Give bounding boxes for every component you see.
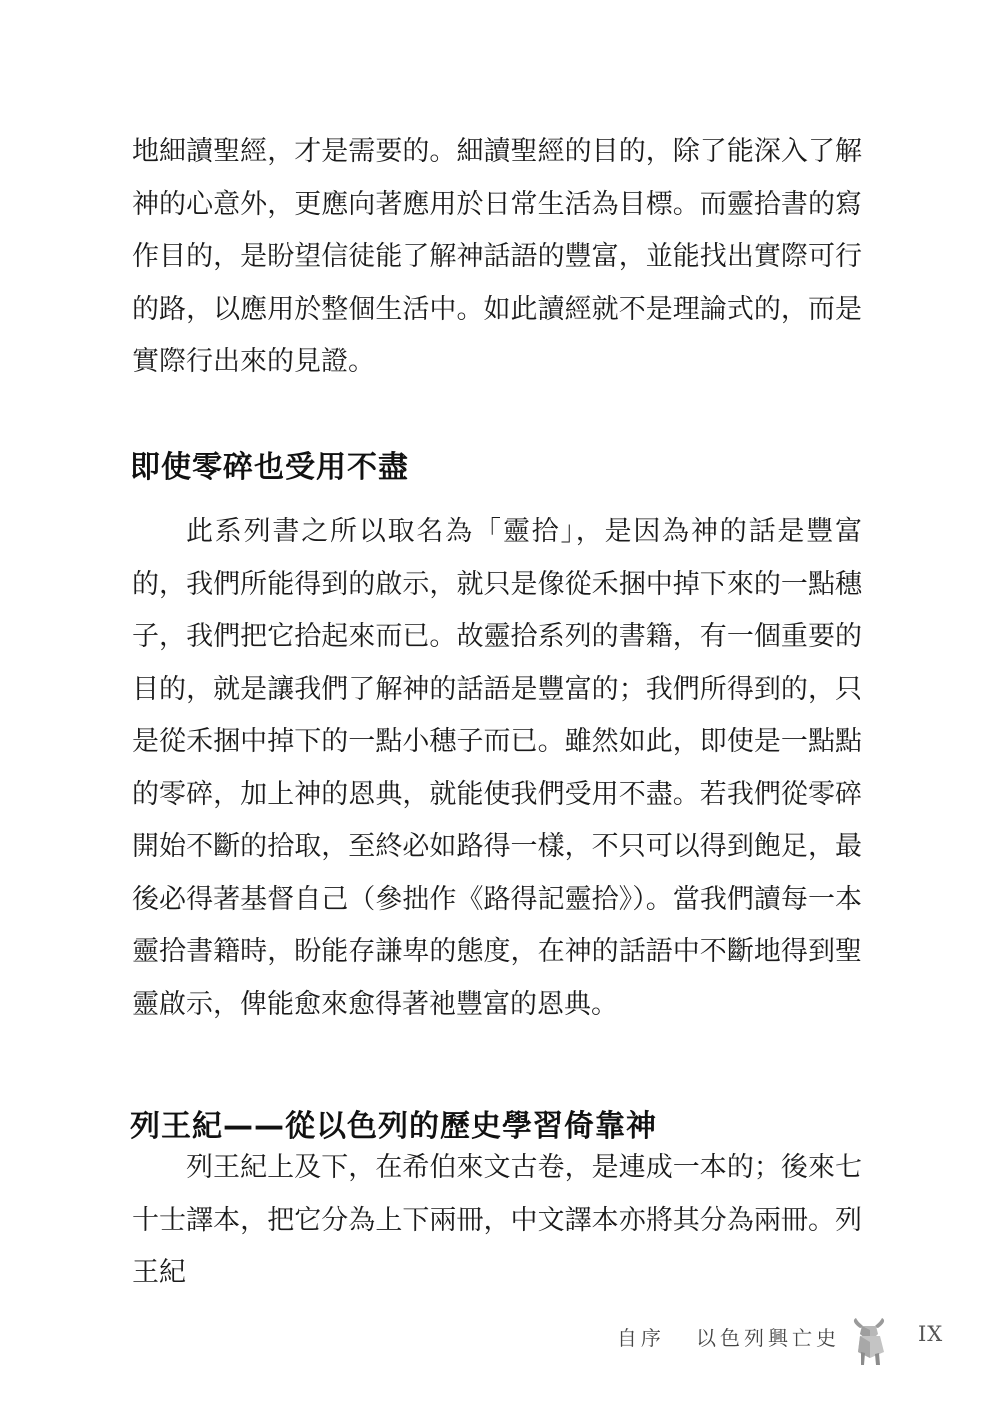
running-footer: [617, 1322, 840, 1351]
body-paragraph: 列王紀上及下，在希伯來文古卷，是連成一本的；後來七十士譯本，把它分為上下兩冊，中文譯本亦將其分為兩冊。列王紀: [132, 1152, 862, 1288]
body-paragraph: 地細讀聖經，才是需要的。細讀聖經的目的，除了能深入了解神的心意外，更應向著應用於日常生活為目標。而靈拾書的寫作目的，是盼望信徒能了解神話語的豐富，並能找出實際可行的路，以應用於整個生活中。如此讀經就不是理論式的，而是實際行出來的見證。: [132, 136, 862, 377]
page-number: IX: [918, 1322, 944, 1346]
goat-emblem-icon: [848, 1318, 892, 1366]
footer-section-label: 自序: [616, 1326, 665, 1350]
section-heading: 即使零碎也受用不盡: [130, 450, 409, 485]
section-heading: 列王紀——從以色列的歷史學習倚靠神: [130, 1109, 657, 1144]
page-footer: [0, 1318, 1000, 1368]
body-paragraph: 此系列書之所以取名為「靈拾」，是因為神的話是豐富的，我們所能得到的啟示，就只是像從禾捆中掉下來的一點穗子，我們把它拾起來而已。故靈拾系列的書籍，有一個重要的目的，就是讓我們了解神的話語是豐富的；我們所得到的，只是從禾捆中掉下的一點小穗子而已。雖然如此，即使是一點點的零碎，加上神的恩典，就能使我們受用不盡。若我們從零碎開始不斷的拾取，至終必如路得一樣，不只可以得到飽足，最後必得著基督自己（參拙作《路得記靈拾》）。當我們讀每一本靈拾書籍時，盼能存謙卑的態度，在神的話語中不斷地得到聖靈啟示，俾能愈來愈得著祂豐富的恩典。: [132, 516, 862, 1020]
footer-book-title: 以色列興亡史: [696, 1326, 840, 1350]
